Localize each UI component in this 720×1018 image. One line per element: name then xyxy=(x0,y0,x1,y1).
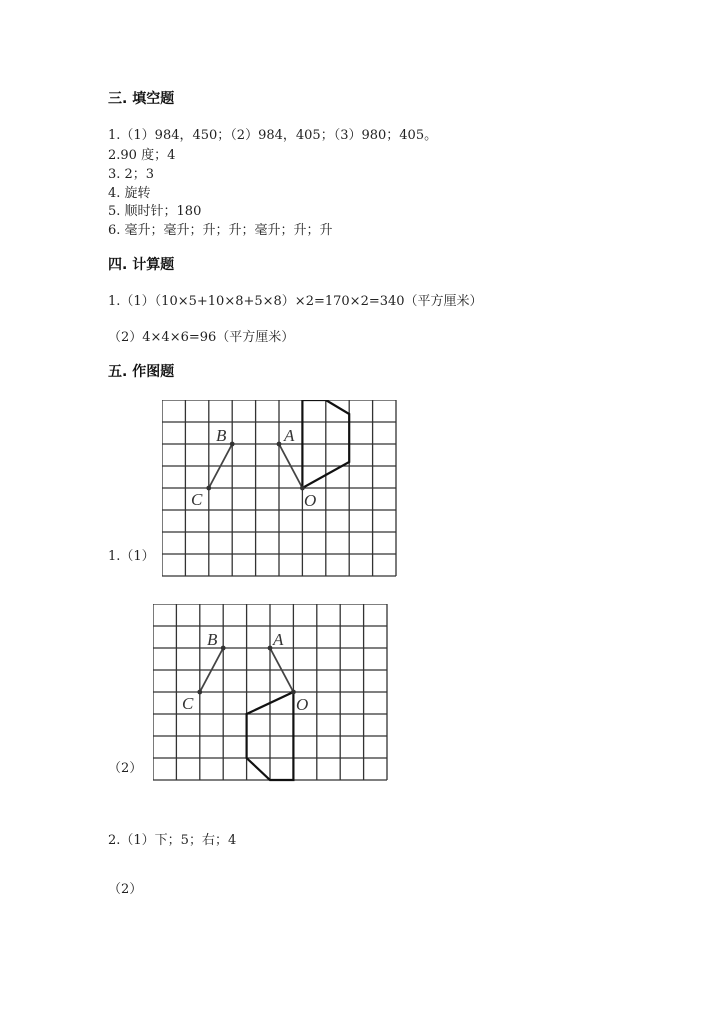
answer-line-6: 6. 毫升；毫升；升；升；毫升；升；升 xyxy=(108,223,333,238)
label-o: O xyxy=(296,695,309,714)
grid-lines xyxy=(162,400,396,576)
point-o xyxy=(300,486,305,491)
question-1-part-1-label: 1.（1） xyxy=(108,549,155,564)
question-2-part-2-label: （2） xyxy=(108,882,143,897)
point-b xyxy=(230,442,235,447)
question-2-line: 2.（1）下；5；右；4 xyxy=(108,833,237,848)
label-c: C xyxy=(191,490,203,509)
section-3-title: 三. 填空题 xyxy=(108,91,175,107)
label-o: O xyxy=(304,491,317,510)
question-1-part-2-label: （2） xyxy=(108,761,143,776)
label-b: B xyxy=(216,426,227,445)
section-5-title: 五. 作图题 xyxy=(108,364,175,380)
answer-line-4: 4. 旋转 xyxy=(108,186,151,201)
point-a xyxy=(277,442,282,447)
point-a xyxy=(268,646,273,651)
grid-figure-1 xyxy=(162,400,398,578)
grid-figure-2 xyxy=(153,604,389,782)
label-a: A xyxy=(273,630,284,649)
point-o xyxy=(291,690,296,695)
label-b: B xyxy=(207,630,218,649)
answer-line-1: 1.（1）984，450；（2）984，405；（3）980；405。 xyxy=(108,128,438,143)
section-4-title: 四. 计算题 xyxy=(108,257,175,273)
label-a: A xyxy=(284,426,295,445)
point-c xyxy=(197,690,202,695)
label-c: C xyxy=(182,694,194,713)
answer-line-3: 3. 2；3 xyxy=(108,167,155,182)
answer-line-2: 2.90 度；4 xyxy=(108,148,176,163)
calc-line-1: 1.（1）（10×5+10×8+5×8）×2=170×2=340（平方厘米） xyxy=(108,294,483,309)
calc-line-2: （2）4×4×6=96（平方厘米） xyxy=(108,330,295,345)
answer-line-5: 5. 顺时针；180 xyxy=(108,204,202,219)
point-c xyxy=(206,486,211,491)
grid-lines xyxy=(153,604,387,780)
point-b xyxy=(221,646,226,651)
